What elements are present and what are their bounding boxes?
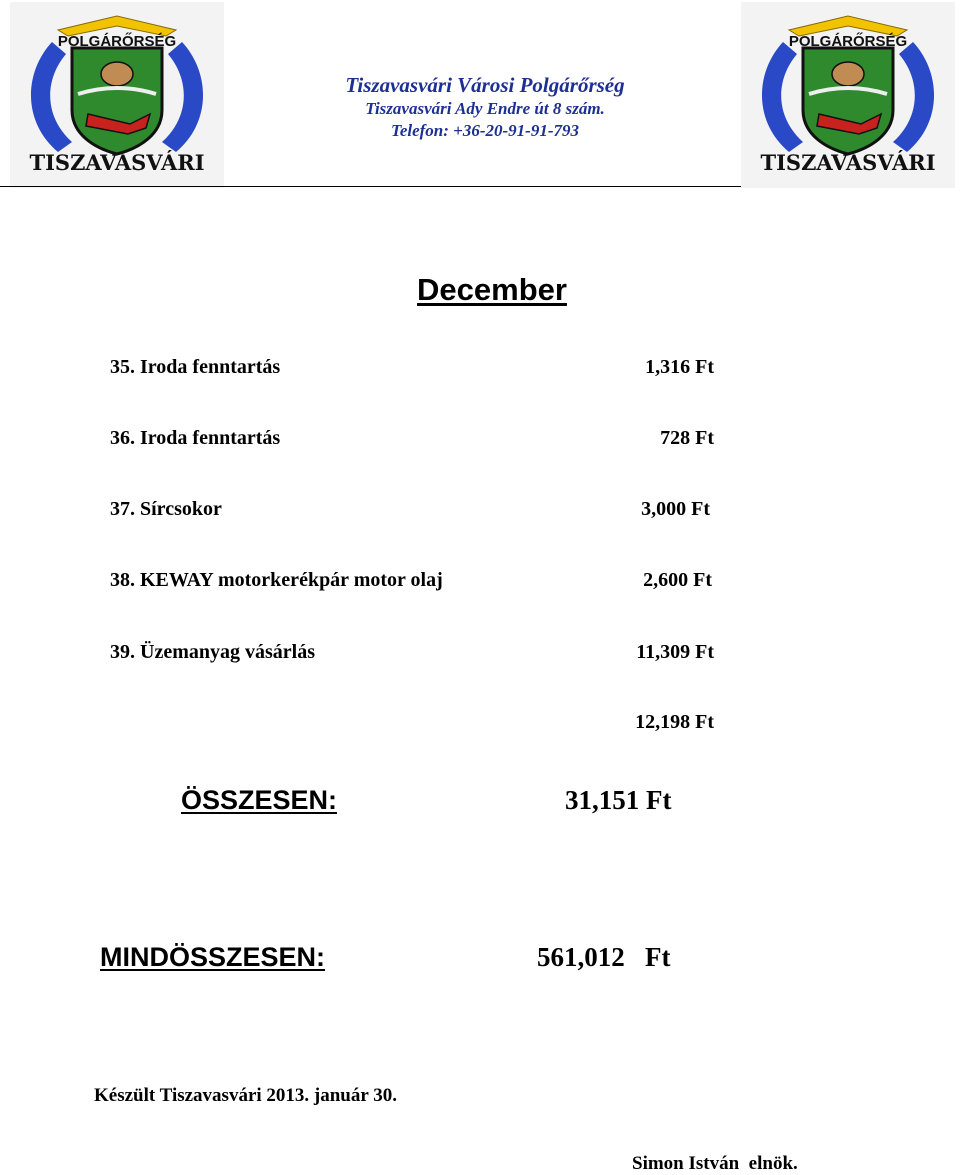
logo-right bbox=[741, 2, 955, 188]
header-divider bbox=[0, 186, 741, 187]
grand-total-value: 561,012 Ft bbox=[537, 942, 671, 972]
org-phone: Telefon: +36-20-91-91-793 bbox=[391, 121, 579, 140]
org-name: Tiszavasvári Városi Polgárőrség bbox=[345, 73, 625, 97]
expense-amount: 728 Ft bbox=[660, 427, 714, 449]
expense-amount: 2,600 Ft bbox=[643, 569, 712, 591]
expense-description: 35. Iroda fenntartás bbox=[110, 356, 281, 378]
expense-amount: 1,316 Ft bbox=[645, 356, 714, 378]
expense-amount: 11,309 Ft bbox=[636, 641, 714, 663]
expense-row bbox=[110, 427, 720, 453]
expense-row bbox=[110, 356, 720, 382]
expense-row bbox=[110, 569, 720, 595]
logo-bottom-text: TISZAVASVÁRI bbox=[29, 150, 205, 175]
month-title: December bbox=[417, 272, 567, 307]
expense-row bbox=[110, 498, 720, 524]
expense-description: 38. KEWAY motorkerékpár motor olaj bbox=[110, 569, 443, 591]
signature-line: Simon István elnök. bbox=[632, 1153, 798, 1174]
org-address: Tiszavasvári Ady Endre út 8 szám. bbox=[365, 99, 605, 118]
letterhead bbox=[230, 72, 740, 142]
expense-description: 39. Üzemanyag vásárlás bbox=[110, 641, 315, 663]
expense-row bbox=[110, 641, 720, 667]
prepared-date: Készült Tiszavasvári 2013. január 30. bbox=[94, 1085, 397, 1106]
expense-amount: 3,000 Ft bbox=[641, 498, 710, 520]
subtotal-amount: 12,198 Ft bbox=[635, 711, 714, 733]
logo-bottom-text: TISZAVASVÁRI bbox=[760, 150, 936, 175]
logo-top-text: POLGÁRŐRSÉG bbox=[57, 33, 177, 50]
expense-description: 36. Iroda fenntartás bbox=[110, 427, 281, 449]
grand-total-label: MINDÖSSZESEN: bbox=[100, 942, 326, 972]
total-value: 31,151 Ft bbox=[565, 785, 672, 815]
total-label: ÖSSZESEN: bbox=[181, 785, 338, 815]
logo-left bbox=[10, 2, 224, 188]
expense-description: 37. Sírcsokor bbox=[110, 498, 222, 520]
logo-top-text: POLGÁRŐRSÉG bbox=[788, 33, 908, 50]
